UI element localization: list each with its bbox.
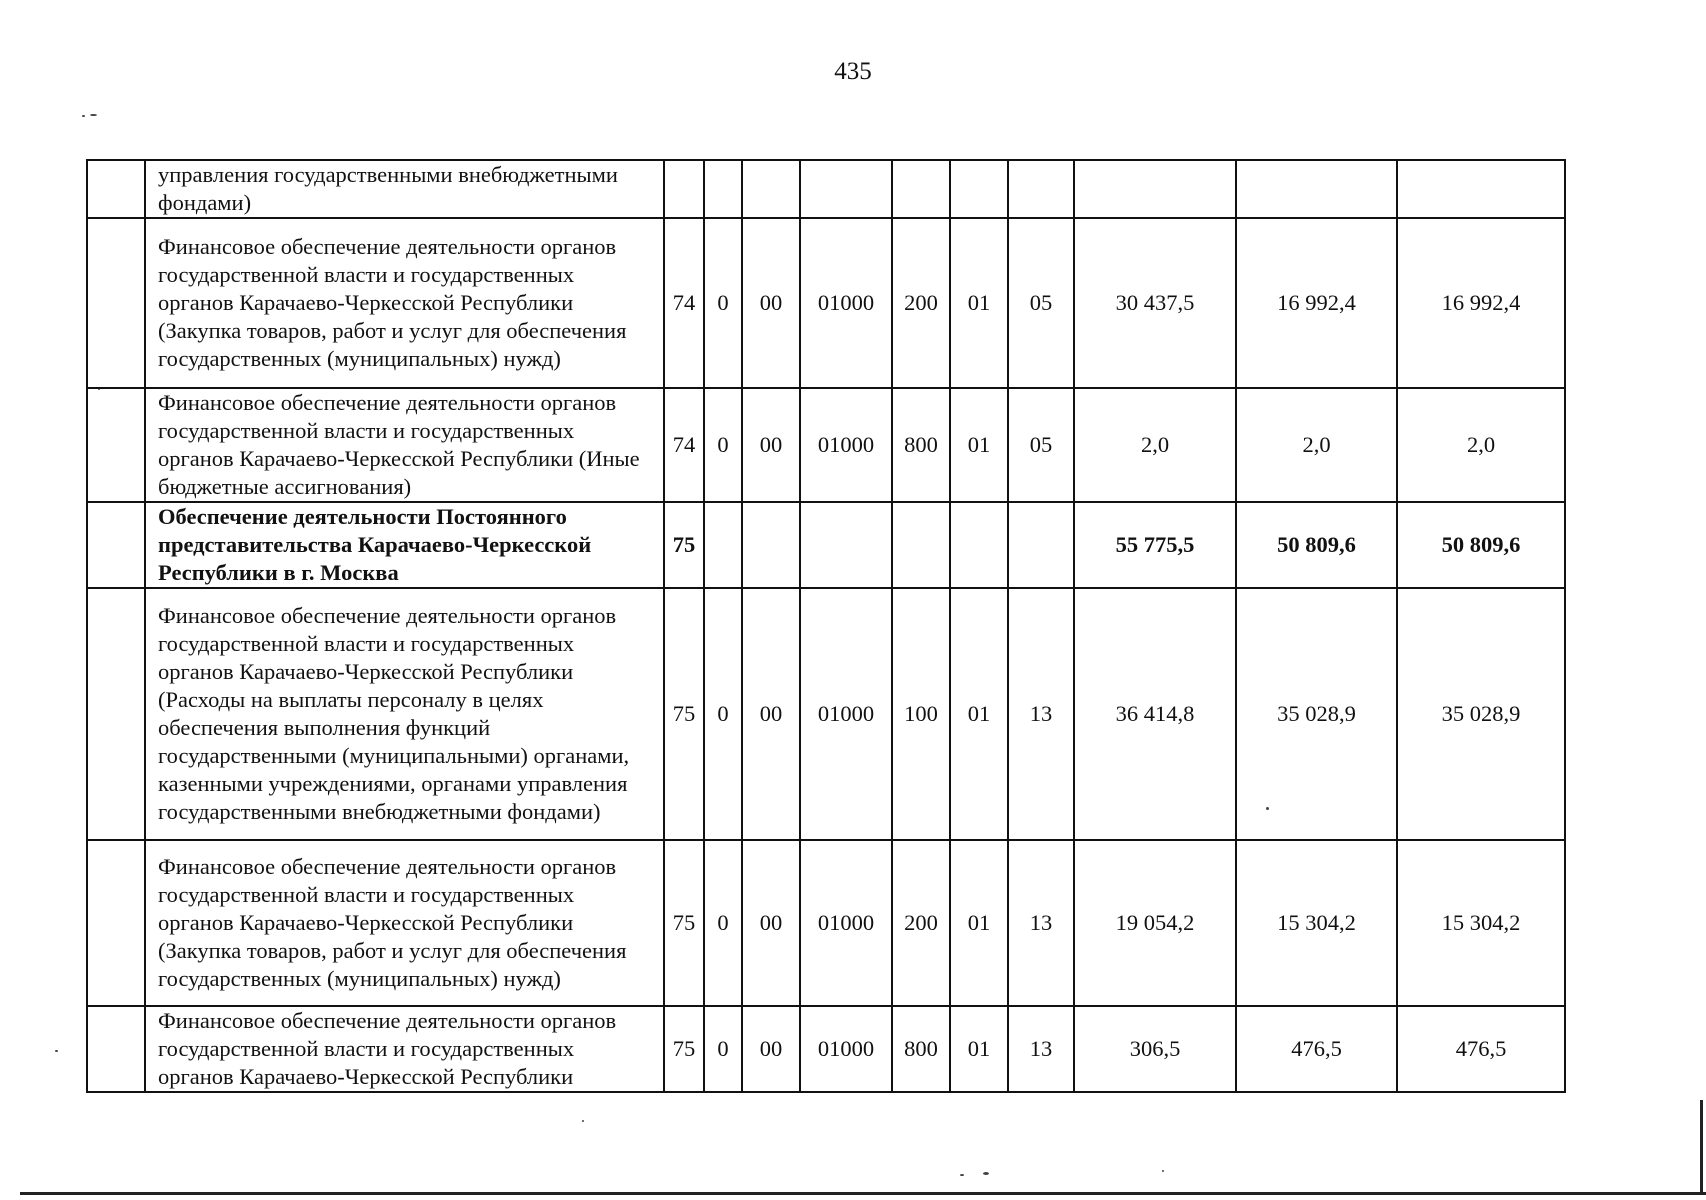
code-2-cell bbox=[704, 502, 742, 588]
table-row bbox=[87, 1006, 1565, 1092]
section-cell bbox=[950, 160, 1008, 218]
row-number-cell bbox=[87, 840, 145, 1006]
amount-year-2-cell: 2,0 bbox=[1236, 388, 1397, 502]
code-4-cell: 01000 bbox=[800, 588, 892, 840]
amount-year-3-cell: 2,0 bbox=[1397, 388, 1565, 502]
code-3-cell: 00 bbox=[742, 218, 800, 388]
row-number-cell bbox=[87, 218, 145, 388]
description-cell: Финансовое обеспечение деятельности органов государственной власти и государственных органов Карачаево-Черкесской Республики (Закупка товаров, работ и услуг для обеспечения государственных (муниципальных) нужд) bbox=[145, 218, 664, 388]
page-right-border bbox=[1700, 1100, 1703, 1195]
amount-year-3-cell bbox=[1397, 160, 1565, 218]
code-2-cell bbox=[704, 160, 742, 218]
code-4-cell: 01000 bbox=[800, 388, 892, 502]
amount-year-3-cell: 476,5 bbox=[1397, 1006, 1565, 1092]
code-1-cell: 75 bbox=[664, 588, 704, 840]
section-cell bbox=[950, 502, 1008, 588]
scan-speck bbox=[82, 115, 85, 117]
code-2-cell: 0 bbox=[704, 1006, 742, 1092]
code-3-cell bbox=[742, 160, 800, 218]
table-row bbox=[87, 388, 1565, 502]
code-4-cell bbox=[800, 160, 892, 218]
section-cell: 01 bbox=[950, 218, 1008, 388]
code-1-cell: 75 bbox=[664, 840, 704, 1006]
code-2-cell: 0 bbox=[704, 388, 742, 502]
table-row bbox=[87, 160, 1565, 218]
code-1-cell: 75 bbox=[664, 502, 704, 588]
code-1-cell: 75 bbox=[664, 1006, 704, 1092]
table-row bbox=[87, 588, 1565, 840]
amount-year-2-cell: 35 028,9 bbox=[1236, 588, 1397, 840]
row-number-cell bbox=[87, 388, 145, 502]
row-number-cell bbox=[87, 502, 145, 588]
row-number-cell bbox=[87, 588, 145, 840]
description-cell: Финансовое обеспечение деятельности органов государственной власти и государственных органов Карачаево-Черкесской Республики (Закупка товаров, работ и услуг для обеспечения государственных (муниципальных) нужд) bbox=[145, 840, 664, 1006]
subsection-cell: 13 bbox=[1008, 840, 1074, 1006]
scan-speck bbox=[1162, 1170, 1164, 1172]
page-bottom-border bbox=[20, 1192, 1706, 1195]
page-number: 435 bbox=[834, 58, 872, 85]
code-4-cell: 01000 bbox=[800, 840, 892, 1006]
scan-speck bbox=[960, 1174, 964, 1176]
code-5-cell bbox=[892, 502, 950, 588]
amount-year-3-cell: 35 028,9 bbox=[1397, 588, 1565, 840]
code-5-cell: 100 bbox=[892, 588, 950, 840]
code-3-cell: 00 bbox=[742, 840, 800, 1006]
code-4-cell bbox=[800, 502, 892, 588]
code-5-cell: 200 bbox=[892, 218, 950, 388]
amount-year-1-cell: 19 054,2 bbox=[1074, 840, 1236, 1006]
subsection-cell: 13 bbox=[1008, 588, 1074, 840]
code-1-cell: 74 bbox=[664, 388, 704, 502]
section-cell: 01 bbox=[950, 388, 1008, 502]
amount-year-1-cell bbox=[1074, 160, 1236, 218]
code-5-cell bbox=[892, 160, 950, 218]
description-cell: управления государственными внебюджетными фондами) bbox=[145, 160, 664, 218]
amount-year-2-cell bbox=[1236, 160, 1397, 218]
code-3-cell: 00 bbox=[742, 1006, 800, 1092]
budget-table bbox=[86, 159, 1566, 1093]
table-row bbox=[87, 218, 1565, 388]
amount-year-3-cell: 50 809,6 bbox=[1397, 502, 1565, 588]
code-4-cell: 01000 bbox=[800, 218, 892, 388]
section-cell: 01 bbox=[950, 840, 1008, 1006]
subsection-cell bbox=[1008, 502, 1074, 588]
scan-speck bbox=[90, 114, 97, 116]
row-number-cell bbox=[87, 1006, 145, 1092]
amount-year-1-cell: 36 414,8 bbox=[1074, 588, 1236, 840]
amount-year-2-cell: 16 992,4 bbox=[1236, 218, 1397, 388]
subsection-cell bbox=[1008, 160, 1074, 218]
row-number-cell bbox=[87, 160, 145, 218]
code-3-cell: 00 bbox=[742, 588, 800, 840]
code-3-cell bbox=[742, 502, 800, 588]
description-cell: Обеспечение деятельности Постоянного представительства Карачаево-Черкесской Республики в г. Москва bbox=[145, 502, 664, 588]
scan-speck bbox=[582, 1120, 584, 1122]
code-2-cell: 0 bbox=[704, 588, 742, 840]
code-2-cell: 0 bbox=[704, 218, 742, 388]
code-3-cell: 00 bbox=[742, 388, 800, 502]
subsection-cell: 05 bbox=[1008, 388, 1074, 502]
subsection-cell: 13 bbox=[1008, 1006, 1074, 1092]
table-row bbox=[87, 502, 1565, 588]
amount-year-1-cell: 2,0 bbox=[1074, 388, 1236, 502]
code-1-cell: 74 bbox=[664, 218, 704, 388]
scan-speck bbox=[55, 1050, 58, 1052]
amount-year-2-cell: 15 304,2 bbox=[1236, 840, 1397, 1006]
code-4-cell: 01000 bbox=[800, 1006, 892, 1092]
description-cell: Финансовое обеспечение деятельности органов государственной власти и государственных органов Карачаево-Черкесской Республики bbox=[145, 1006, 664, 1092]
amount-year-1-cell: 30 437,5 bbox=[1074, 218, 1236, 388]
amount-year-3-cell: 15 304,2 bbox=[1397, 840, 1565, 1006]
code-5-cell: 800 bbox=[892, 388, 950, 502]
code-1-cell bbox=[664, 160, 704, 218]
subsection-cell: 05 bbox=[1008, 218, 1074, 388]
code-2-cell: 0 bbox=[704, 840, 742, 1006]
table-row bbox=[87, 840, 1565, 1006]
amount-year-2-cell: 476,5 bbox=[1236, 1006, 1397, 1092]
code-5-cell: 800 bbox=[892, 1006, 950, 1092]
amount-year-3-cell: 16 992,4 bbox=[1397, 218, 1565, 388]
amount-year-1-cell: 306,5 bbox=[1074, 1006, 1236, 1092]
section-cell: 01 bbox=[950, 588, 1008, 840]
scan-speck bbox=[983, 1172, 989, 1175]
description-cell: Финансовое обеспечение деятельности органов государственной власти и государственных органов Карачаево-Черкесской Республики (Иные бюджетные ассигнования) bbox=[145, 388, 664, 502]
amount-year-1-cell: 55 775,5 bbox=[1074, 502, 1236, 588]
description-cell: Финансовое обеспечение деятельности органов государственной власти и государственных органов Карачаево-Черкесской Республики (Расходы на выплаты персоналу в целях обеспечения выполнения функций государственными (муниципальными) органами, казенными учреждениями, органами управления государственными внебюджетными фондами) bbox=[145, 588, 664, 840]
section-cell: 01 bbox=[950, 1006, 1008, 1092]
amount-year-2-cell: 50 809,6 bbox=[1236, 502, 1397, 588]
code-5-cell: 200 bbox=[892, 840, 950, 1006]
